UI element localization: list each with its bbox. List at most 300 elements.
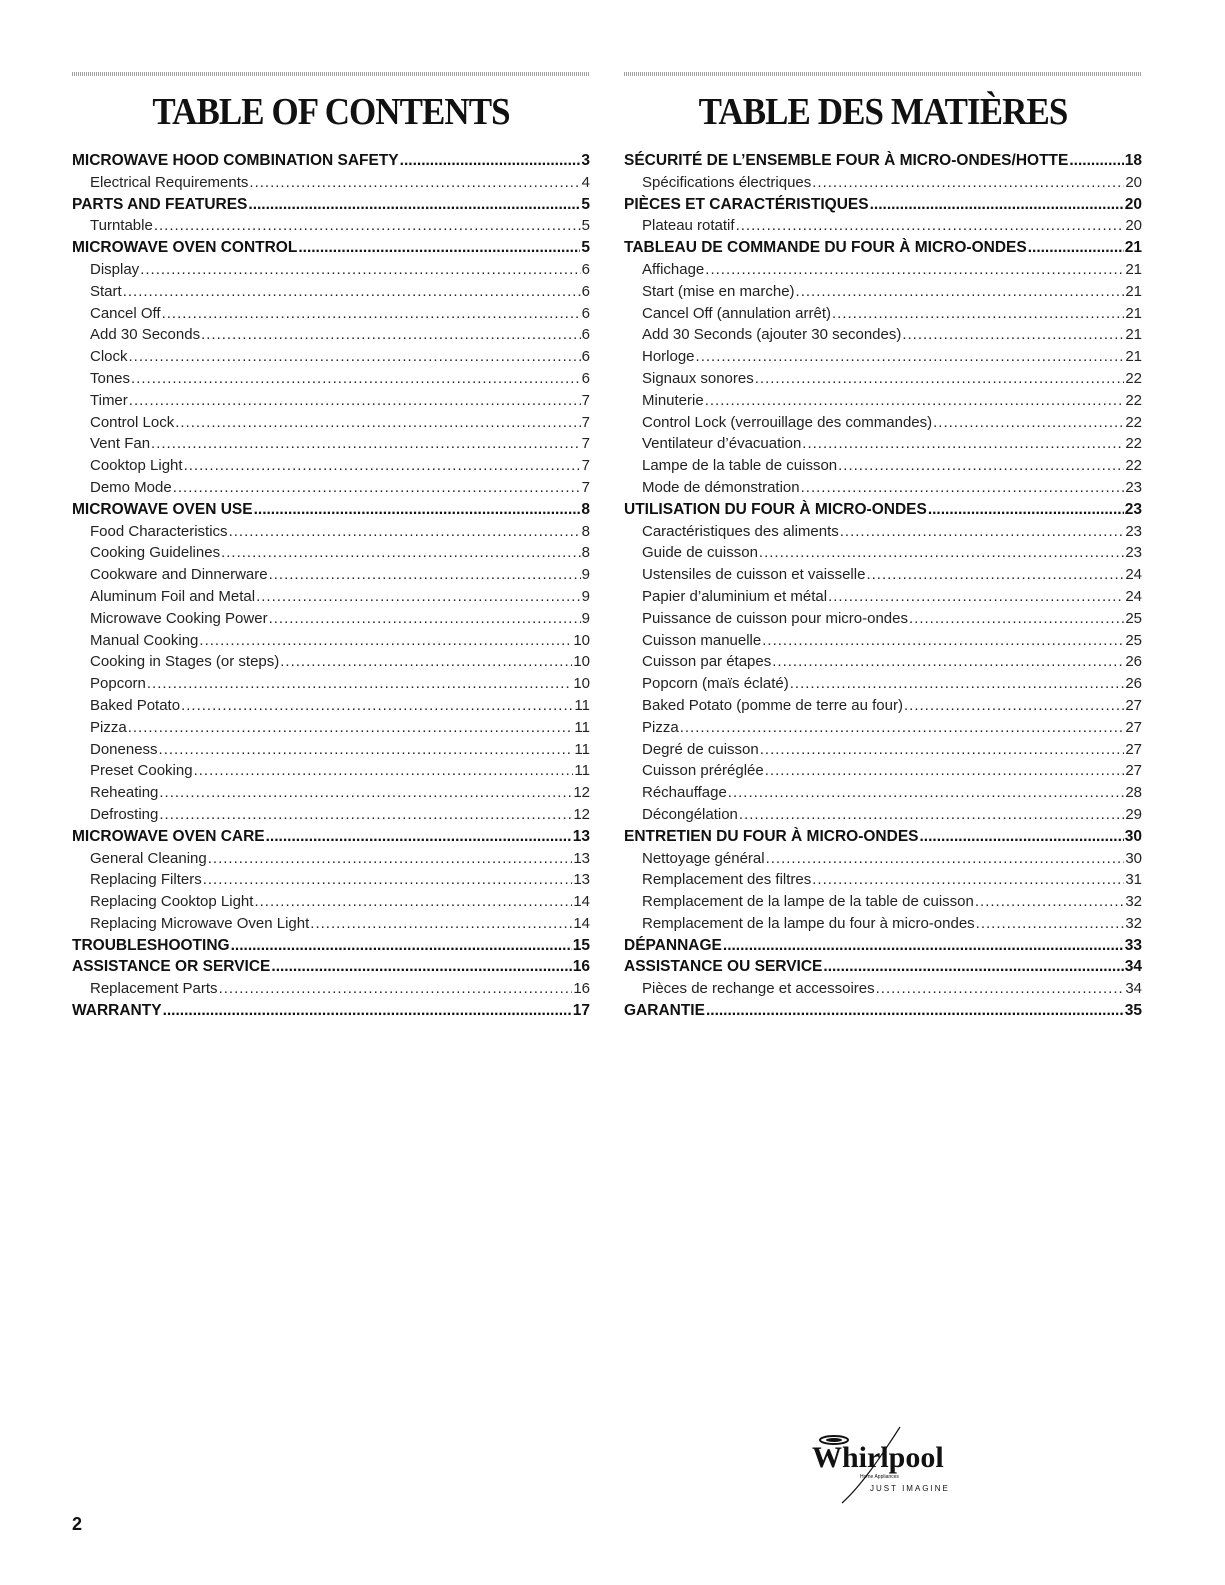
toc-section-entry xyxy=(72,956,590,978)
toc-entry-label: Cancel Off xyxy=(90,304,161,322)
toc-entry-page: 14 xyxy=(573,893,590,911)
dot-leader xyxy=(802,433,1124,455)
toc-subentry xyxy=(72,455,590,477)
toc-entry-page: 5 xyxy=(581,239,590,257)
toc-entry-label: Signaux sonores xyxy=(642,369,754,387)
toc-entry-page: 11 xyxy=(574,696,590,714)
toc-entry-page: 21 xyxy=(1125,260,1142,278)
toc-subentry xyxy=(624,521,1142,543)
toc-subentry xyxy=(72,412,590,434)
toc-entry-page: 6 xyxy=(581,369,590,387)
toc-entry-label: Pizza xyxy=(90,718,127,736)
toc-subentry xyxy=(72,608,590,630)
toc-entry-label: Add 30 Seconds xyxy=(90,326,201,344)
toc-entry-label: Spécifications électriques xyxy=(642,173,812,191)
whirlpool-logo-icon xyxy=(812,1425,982,1505)
toc-entry-page: 22 xyxy=(1125,457,1142,475)
dot-leader xyxy=(219,978,573,1000)
toc-entry-page: 10 xyxy=(573,675,590,693)
toc-entry-label: Affichage xyxy=(642,260,705,278)
toc-subentry xyxy=(624,324,1142,346)
toc-entry-page: 12 xyxy=(573,805,590,823)
dot-leader xyxy=(866,564,1124,586)
dot-leader xyxy=(706,1000,1124,1022)
toc-entry-page: 26 xyxy=(1125,675,1142,693)
dot-leader xyxy=(920,826,1124,848)
toc-entry-page: 8 xyxy=(581,500,590,518)
toc-entry-page: 3 xyxy=(581,152,590,169)
toc-entry-label: Replacing Microwave Oven Light xyxy=(90,914,310,932)
toc-entry-label: Ustensiles de cuisson et vaisselle xyxy=(642,566,866,584)
toc-subentry xyxy=(624,651,1142,673)
toc-entry-page: 34 xyxy=(1124,958,1142,976)
toc-subentry xyxy=(624,433,1142,455)
toc-entry-label: Aluminum Foil and Metal xyxy=(90,587,256,605)
toc-entry-label: Cookware and Dinnerware xyxy=(90,566,268,584)
toc-entry-label: Start (mise en marche) xyxy=(642,282,795,300)
dot-leader xyxy=(147,673,572,695)
toc-entry-page: 16 xyxy=(573,980,590,998)
toc-entry-page: 9 xyxy=(581,566,590,584)
toc-entry-label: TROUBLESHOOTING xyxy=(72,936,230,954)
toc-subentry xyxy=(624,412,1142,434)
toc-entry-label: General Cleaning xyxy=(90,849,207,867)
toc-entry-label: Control Lock xyxy=(90,413,175,431)
dot-leader xyxy=(772,651,1124,673)
toc-entry-label: ASSISTANCE OU SERVICE xyxy=(624,958,823,976)
toc-entry-page: 12 xyxy=(573,784,590,802)
toc-entry-page: 21 xyxy=(1125,304,1142,322)
dot-leader xyxy=(812,869,1124,891)
toc-entry-label: Reheating xyxy=(90,784,159,802)
toc-entry-page: 7 xyxy=(581,478,590,496)
toc-entry-label: Lampe de la table de cuisson xyxy=(642,457,838,475)
toc-entry-label: ASSISTANCE OR SERVICE xyxy=(72,958,271,976)
toc-entry-label: Demo Mode xyxy=(90,478,172,496)
toc-entry-label: Electrical Requirements xyxy=(90,173,249,191)
dot-leader xyxy=(909,608,1124,630)
toc-entry-page: 5 xyxy=(581,195,590,213)
toc-entry-label: Cuisson préréglée xyxy=(642,762,764,780)
toc-entry-label: MICROWAVE HOOD COMBINATION SAFETY xyxy=(72,152,399,169)
toc-entry-page: 5 xyxy=(581,217,590,235)
dot-leader xyxy=(928,499,1124,521)
toc-entry-label: Popcorn xyxy=(90,675,146,693)
toc-entry-page: 27 xyxy=(1125,740,1142,758)
toc-entry-page: 22 xyxy=(1125,413,1142,431)
toc-entry-page: 8 xyxy=(581,522,590,540)
toc-entry-label: Minuterie xyxy=(642,391,704,409)
dot-leader xyxy=(266,826,572,848)
dot-leader xyxy=(269,608,581,630)
toc-entry-label: MICROWAVE OVEN CONTROL xyxy=(72,239,298,257)
toc-entries-french xyxy=(624,150,1142,1022)
toc-entry-label: TABLEAU DE COMMANDE DU FOUR À MICRO-ONDES xyxy=(624,239,1027,257)
logo-sub-brand: Home Appliances xyxy=(860,1474,899,1480)
toc-subentry xyxy=(72,782,590,804)
dot-leader xyxy=(248,194,580,216)
toc-entry-page: 9 xyxy=(581,609,590,627)
dot-leader xyxy=(271,956,571,978)
toc-entry-page: 10 xyxy=(573,653,590,671)
toc-entry-page: 35 xyxy=(1124,1002,1142,1020)
toc-subentry xyxy=(624,782,1142,804)
dot-leader xyxy=(140,259,580,281)
page-number: 2 xyxy=(72,1514,83,1534)
toc-entry-label: Plateau rotatif xyxy=(642,217,735,235)
toc-entry-label: Cooking in Stages (or steps) xyxy=(90,653,280,671)
toc-entry-label: Vent Fan xyxy=(90,435,151,453)
toc-entry-label: Turntable xyxy=(90,217,153,235)
toc-entry-label: Preset Cooking xyxy=(90,762,193,780)
dot-leader xyxy=(159,739,574,761)
toc-entry-label: Replacing Filters xyxy=(90,871,202,889)
dot-leader xyxy=(221,542,581,564)
toc-section-entry xyxy=(72,194,590,216)
toc-subentry xyxy=(72,586,590,608)
toc-subentry xyxy=(624,542,1142,564)
toc-section-entry xyxy=(72,150,590,172)
toc-subentry xyxy=(72,433,590,455)
toc-subentry xyxy=(624,673,1142,695)
toc-entry-page: 20 xyxy=(1125,217,1142,235)
toc-entry-page: 25 xyxy=(1125,631,1142,649)
toc-subentry xyxy=(72,869,590,891)
toc-section-entry xyxy=(72,826,590,848)
top-rule xyxy=(624,72,1142,76)
toc-subentry xyxy=(624,760,1142,782)
toc-entry-page: 13 xyxy=(572,827,590,845)
toc-subentry xyxy=(624,717,1142,739)
toc-section-entry xyxy=(624,956,1142,978)
dot-leader xyxy=(976,913,1125,935)
toc-entry-page: 21 xyxy=(1125,348,1142,366)
dot-leader xyxy=(203,869,573,891)
logo-tagline: JUST IMAGINE xyxy=(870,1484,950,1493)
toc-entry-page: 26 xyxy=(1125,653,1142,671)
toc-subentry xyxy=(72,891,590,913)
toc-entry-page: 10 xyxy=(573,631,590,649)
toc-subentry xyxy=(624,891,1142,913)
toc-section-entry xyxy=(624,194,1142,216)
dot-leader xyxy=(1028,237,1124,259)
toc-entry-page: 22 xyxy=(1125,391,1142,409)
dot-leader xyxy=(201,324,581,346)
toc-heading-english: TABLE OF CONTENTS xyxy=(152,91,510,133)
dot-leader xyxy=(123,281,581,303)
toc-section-entry xyxy=(624,237,1142,259)
toc-entry-page: 18 xyxy=(1124,152,1142,169)
toc-entry-page: 29 xyxy=(1125,805,1142,823)
toc-entry-page: 24 xyxy=(1125,566,1142,584)
toc-subentry xyxy=(72,281,590,303)
toc-entry-label: Tones xyxy=(90,369,131,387)
dot-leader xyxy=(838,455,1124,477)
dot-leader xyxy=(801,477,1125,499)
toc-subentry xyxy=(624,586,1142,608)
toc-subentry xyxy=(624,630,1142,652)
toc-entry-page: 27 xyxy=(1125,718,1142,736)
toc-entry-page: 20 xyxy=(1125,173,1142,191)
toc-entry-label: Doneness xyxy=(90,740,158,758)
toc-entry-label: Clock xyxy=(90,348,128,366)
toc-entry-page: 8 xyxy=(581,544,590,562)
toc-subentry xyxy=(624,346,1142,368)
toc-entry-page: 14 xyxy=(573,914,590,932)
toc-entry-label: GARANTIE xyxy=(624,1002,705,1020)
toc-column-english xyxy=(72,72,590,1022)
toc-section-entry xyxy=(72,499,590,521)
toc-entry-page: 34 xyxy=(1125,980,1142,998)
dot-leader xyxy=(1069,150,1123,172)
toc-entry-label: DÉPANNAGE xyxy=(624,936,722,954)
toc-subentry xyxy=(72,978,590,1000)
toc-entry-page: 6 xyxy=(581,326,590,344)
toc-entry-label: Réchauffage xyxy=(642,784,727,802)
dot-leader xyxy=(249,172,580,194)
toc-section-entry xyxy=(624,150,1142,172)
toc-entry-label: Microwave Cooking Power xyxy=(90,609,268,627)
toc-entry-label: Remplacement des filtres xyxy=(642,871,812,889)
toc-entry-label: Food Characteristics xyxy=(90,522,228,540)
toc-entry-label: Nettoyage général xyxy=(642,849,765,867)
toc-subentry xyxy=(72,695,590,717)
toc-subentry xyxy=(624,172,1142,194)
toc-entry-page: 23 xyxy=(1124,500,1142,518)
toc-entry-page: 6 xyxy=(581,260,590,278)
dot-leader xyxy=(696,346,1125,368)
dot-leader xyxy=(736,215,1125,237)
toc-section-entry xyxy=(72,935,590,957)
toc-entry-label: Add 30 Seconds (ajouter 30 secondes) xyxy=(642,326,902,344)
toc-entry-label: Puissance de cuisson pour micro-ondes xyxy=(642,609,908,627)
toc-entry-page: 21 xyxy=(1124,239,1142,257)
toc-entry-label: Replacing Cooktop Light xyxy=(90,893,254,911)
toc-subentry xyxy=(624,390,1142,412)
toc-entry-page: 6 xyxy=(581,348,590,366)
toc-entry-page: 15 xyxy=(572,936,590,954)
toc-entry-page: 7 xyxy=(581,435,590,453)
dot-leader xyxy=(184,455,581,477)
toc-entry-label: WARRANTY xyxy=(72,1002,162,1020)
toc-subentry xyxy=(624,281,1142,303)
toc-entry-page: 23 xyxy=(1125,522,1142,540)
toc-subentry xyxy=(624,848,1142,870)
toc-entry-label: Baked Potato xyxy=(90,696,181,714)
dot-leader xyxy=(129,390,581,412)
dot-leader xyxy=(254,891,572,913)
toc-entry-page: 7 xyxy=(581,391,590,409)
dot-leader xyxy=(159,782,572,804)
toc-entry-page: 32 xyxy=(1125,914,1142,932)
toc-entry-page: 6 xyxy=(581,282,590,300)
dot-leader xyxy=(755,368,1125,390)
toc-entry-label: Cuisson manuelle xyxy=(642,631,762,649)
toc-entry-page: 27 xyxy=(1125,762,1142,780)
toc-entry-label: Papier d’aluminium et métal xyxy=(642,587,828,605)
toc-entry-label: Caractéristiques des aliments xyxy=(642,522,839,540)
toc-entry-page: 28 xyxy=(1125,784,1142,802)
toc-subentry xyxy=(72,346,590,368)
dot-leader xyxy=(790,673,1125,695)
dot-leader xyxy=(199,630,572,652)
toc-subentry xyxy=(72,303,590,325)
dot-leader xyxy=(823,956,1123,978)
dot-leader xyxy=(163,1000,572,1022)
toc-entry-page: 33 xyxy=(1124,936,1142,954)
toc-entry-label: Remplacement de la lampe de la table de cuisson xyxy=(642,893,974,911)
toc-entry-page: 7 xyxy=(581,413,590,431)
toc-entry-page: 11 xyxy=(574,718,590,736)
toc-entry-label: SÉCURITÉ DE L’ENSEMBLE FOUR À MICRO-ONDES/HOTTE xyxy=(624,152,1069,169)
toc-subentry xyxy=(72,368,590,390)
toc-subentry xyxy=(624,368,1142,390)
toc-entry-label: Pizza xyxy=(642,718,679,736)
toc-entry-label: Popcorn (maïs éclaté) xyxy=(642,675,789,693)
toc-entry-page: 7 xyxy=(581,457,590,475)
toc-subentry xyxy=(624,804,1142,826)
dot-leader xyxy=(175,412,580,434)
toc-entry-label: UTILISATION DU FOUR À MICRO-ONDES xyxy=(624,500,927,518)
toc-subentry xyxy=(624,564,1142,586)
logo-brand: Whirlpool xyxy=(812,1441,944,1474)
toc-entry-page: 22 xyxy=(1125,369,1142,387)
toc-subentry xyxy=(72,390,590,412)
toc-entry-page: 11 xyxy=(574,740,590,758)
dot-leader xyxy=(870,194,1124,216)
dot-leader xyxy=(766,848,1125,870)
toc-subentry xyxy=(72,564,590,586)
toc-entry-label: Cooking Guidelines xyxy=(90,544,221,562)
toc-entry-label: Degré de cuisson xyxy=(642,740,759,758)
dot-leader xyxy=(904,695,1124,717)
toc-section-entry xyxy=(624,499,1142,521)
toc-entry-page: 17 xyxy=(572,1002,590,1020)
dot-leader xyxy=(400,150,581,172)
toc-entry-page: 25 xyxy=(1125,609,1142,627)
toc-entry-page: 21 xyxy=(1125,326,1142,344)
toc-subentry xyxy=(72,172,590,194)
toc-subentry xyxy=(72,651,590,673)
toc-subentry xyxy=(72,760,590,782)
toc-entry-label: Display xyxy=(90,260,140,278)
toc-subentry xyxy=(624,215,1142,237)
dot-leader xyxy=(728,782,1125,804)
dot-leader xyxy=(194,760,574,782)
top-rule xyxy=(72,72,590,76)
toc-section-entry xyxy=(624,826,1142,848)
dot-leader xyxy=(760,739,1125,761)
dot-leader xyxy=(828,586,1124,608)
dot-leader xyxy=(254,499,581,521)
toc-entries-english xyxy=(72,150,590,1022)
dot-leader xyxy=(129,346,581,368)
dot-leader xyxy=(269,564,581,586)
toc-entry-page: 21 xyxy=(1125,282,1142,300)
dot-leader xyxy=(131,368,581,390)
toc-subentry xyxy=(72,324,590,346)
toc-entry-label: Control Lock (verrouillage des commandes) xyxy=(642,413,933,431)
dot-leader xyxy=(151,433,581,455)
toc-subentry xyxy=(72,804,590,826)
toc-entry-label: Guide de cuisson xyxy=(642,544,758,562)
toc-entry-page: 30 xyxy=(1124,827,1142,845)
toc-entry-label: Baked Potato (pomme de terre au four) xyxy=(642,696,903,714)
toc-entry-label: Mode de démonstration xyxy=(642,478,800,496)
toc-entry-page: 4 xyxy=(581,173,590,191)
toc-entry-page: 6 xyxy=(581,304,590,322)
toc-entry-page: 20 xyxy=(1124,195,1142,213)
toc-entry-page: 13 xyxy=(573,849,590,867)
dot-leader xyxy=(705,390,1125,412)
toc-subentry xyxy=(72,717,590,739)
dot-leader xyxy=(280,651,572,673)
toc-entry-label: MICROWAVE OVEN CARE xyxy=(72,827,265,845)
dot-leader xyxy=(310,913,572,935)
toc-entry-page: 31 xyxy=(1125,871,1142,889)
toc-section-entry xyxy=(72,237,590,259)
toc-section-entry xyxy=(72,1000,590,1022)
toc-subentry xyxy=(624,303,1142,325)
dot-leader xyxy=(256,586,581,608)
dot-leader xyxy=(723,935,1124,957)
toc-entry-page: 13 xyxy=(573,871,590,889)
dot-leader xyxy=(762,630,1124,652)
toc-subentry xyxy=(624,608,1142,630)
toc-entry-page: 16 xyxy=(572,958,590,976)
dot-leader xyxy=(181,695,573,717)
toc-entry-label: Cuisson par étapes xyxy=(642,653,772,671)
toc-entry-label: Replacement Parts xyxy=(90,980,218,998)
toc-subentry xyxy=(72,673,590,695)
toc-subentry xyxy=(72,215,590,237)
toc-subentry xyxy=(624,455,1142,477)
toc-subentry xyxy=(624,259,1142,281)
toc-entry-label: Remplacement de la lampe du four à micro-ondes xyxy=(642,914,975,932)
toc-entry-label: Cancel Off (annulation arrêt) xyxy=(642,304,831,322)
toc-entry-page: 9 xyxy=(581,587,590,605)
toc-entry-label: PARTS AND FEATURES xyxy=(72,195,248,213)
dot-leader xyxy=(796,281,1125,303)
dot-leader xyxy=(876,978,1125,1000)
toc-entry-label: Start xyxy=(90,282,122,300)
toc-entry-page: 32 xyxy=(1125,893,1142,911)
toc-section-entry xyxy=(624,1000,1142,1022)
toc-entry-label: Defrosting xyxy=(90,805,159,823)
toc-subentry xyxy=(72,542,590,564)
toc-entry-label: Manual Cooking xyxy=(90,631,199,649)
toc-subentry xyxy=(72,739,590,761)
toc-subentry xyxy=(72,913,590,935)
toc-subentry xyxy=(624,978,1142,1000)
toc-entry-label: Pièces de rechange et accessoires xyxy=(642,980,875,998)
toc-column-french xyxy=(624,72,1142,1022)
dot-leader xyxy=(208,848,573,870)
toc-entry-page: 22 xyxy=(1125,435,1142,453)
dot-leader xyxy=(902,324,1124,346)
toc-subentry xyxy=(624,913,1142,935)
toc-section-entry xyxy=(624,935,1142,957)
toc-entry-page: 23 xyxy=(1125,544,1142,562)
dot-leader xyxy=(832,303,1124,325)
toc-entry-page: 30 xyxy=(1125,849,1142,867)
dot-leader xyxy=(680,717,1125,739)
dot-leader xyxy=(765,760,1125,782)
dot-leader xyxy=(298,237,580,259)
toc-entry-label: PIÈCES ET CARACTÉRISTIQUES xyxy=(624,195,869,213)
toc-heading-french: TABLE DES MATIÈRES xyxy=(698,91,1068,133)
dot-leader xyxy=(975,891,1124,913)
